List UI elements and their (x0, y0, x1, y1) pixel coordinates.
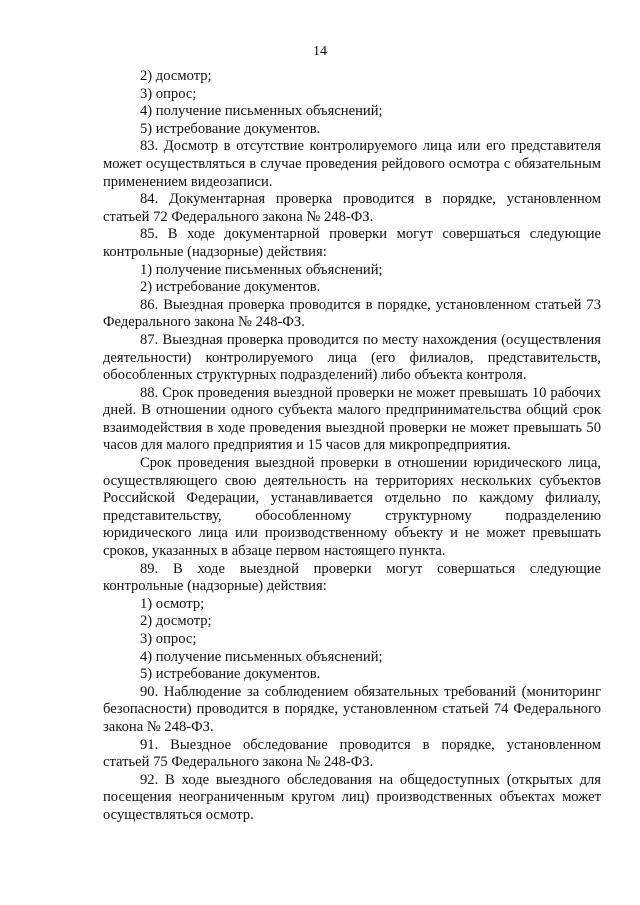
list-item-document-request: 5) истребование документов. (140, 120, 321, 137)
paragraph-89: 89. В ходе выездной проверки могут совершаться следующие контрольные (надзорные) действия: (103, 560, 601, 595)
list-item-inspection: 2) досмотр; (140, 613, 212, 630)
paragraph-83: 83. Досмотр в отсутствие контролируемого лица или его представителя может осуществляться в случае проведения рейдового осмотра с обязательным применением видеозаписи. (103, 138, 601, 190)
paragraph-92: 92. В ходе выездного обследования на общедоступных (открытых для посещения неограниченным кругом лиц) производственных объектах может осуществляться осмотр. (103, 771, 601, 823)
paragraph-87: 87. Выездная проверка проводится по месту нахождения (осуществления деятельности) контролируемого лица (его филиалов, представительств, обособленных структурных подразделений) либо объекта контроля. (103, 331, 601, 384)
document-body (103, 68, 601, 825)
paragraph-86: 86. Выездная проверка проводится в порядке, установленном статьей 73 Федерального закона № 248-ФЗ. (103, 296, 601, 331)
paragraph-88: 88. Срок проведения выездной проверки не может превышать 10 рабочих дней. В отношении одного субъекта малого предпринимательства общий срок взаимодействия в ходе проведения выездной проверки не может превышать 50 часов для малого предприятия и 15 часов для микропредприятия. (103, 384, 601, 454)
page-number: 14 (313, 44, 327, 59)
paragraph-91: 91. Выездное обследование проводится в порядке, установленном статьей 75 Федерального закона № 248-ФЗ. (103, 736, 601, 771)
paragraph-90: 90. Наблюдение за соблюдением обязательных требований (мониторинг безопасности) проводится в порядке, установленном статьей 74 Федерального закона № 248-ФЗ. (103, 683, 601, 735)
list-item-survey: 3) опрос; (140, 631, 197, 647)
paragraph-84: 84. Документарная проверка проводится в порядке, установленном статьей 72 Федерального закона № 248-ФЗ. (103, 191, 601, 225)
list-item-written-explanations: 4) получение письменных объяснений; (140, 648, 383, 665)
list-item-inspection: 2) досмотр; (140, 68, 212, 84)
paragraph-85: 85. В ходе документарной проверки могут совершаться следующие контрольные (надзорные) действия: (103, 226, 601, 260)
list-item-survey: 3) опрос; (140, 85, 197, 102)
list-item-written-explanations: 1) получение письменных объяснений; (140, 261, 383, 278)
list-item-document-request: 2) истребование документов. (140, 279, 321, 296)
list-item-written-explanations: 4) получение письменных объяснений; (140, 103, 383, 120)
paragraph-88-continued: Срок проведения выездной проверки в отношении юридического лица, осуществляющего свою деятельность на территориях нескольких субъектов Российской Федерации, устанавливается отдельно по каждому филиалу, представительству, обособленному структурному подразделению юридического лица или производственному объекту и не может превышать сроков, указанных в абзаце первом настоящего пункта. (103, 455, 601, 560)
list-item-document-request: 5) истребование документов. (140, 666, 321, 683)
list-item-examination: 1) осмотр; (140, 595, 205, 612)
